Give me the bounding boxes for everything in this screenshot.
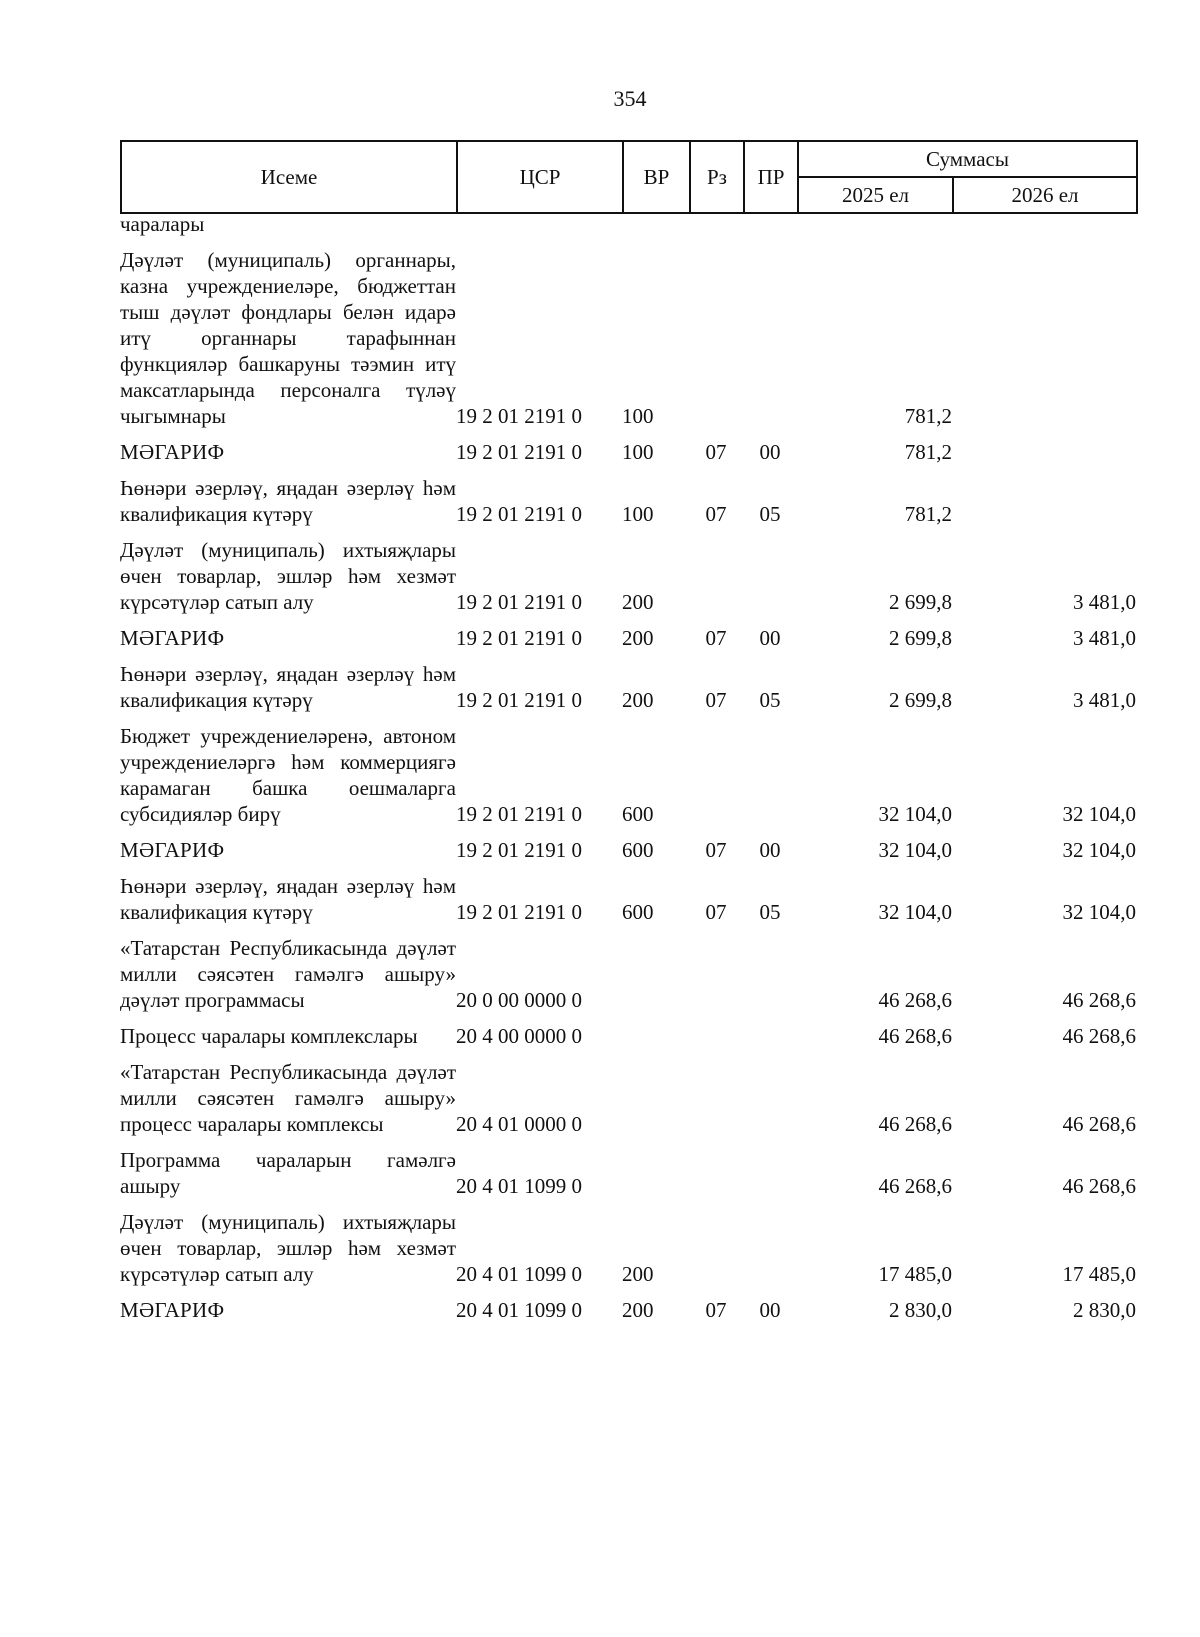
cell-rz	[689, 1059, 743, 1137]
row-gap	[120, 237, 1136, 247]
cell-csr: 19 2 01 2191 0	[456, 590, 582, 614]
cell-csr: 19 2 01 2191 0	[456, 626, 582, 650]
cell-pr: 00	[759, 838, 781, 862]
cell-2025: 32 104,0	[878, 802, 952, 826]
cell-name: Программа чараларын гамәлгә ашыру	[120, 1148, 456, 1198]
cell-name: чаралары	[120, 212, 205, 236]
cell-2026: 3 481,0	[1073, 626, 1136, 650]
row-gap	[120, 651, 1136, 661]
cell-2025: 2 699,8	[889, 688, 952, 712]
cell-csr: 19 2 01 2191 0	[456, 502, 582, 526]
cell-2025: 46 268,6	[878, 988, 952, 1012]
table-row	[120, 1023, 1136, 1049]
cell-vr: 600	[622, 802, 654, 826]
cell-rz: 07	[705, 1298, 727, 1322]
cell-pr	[743, 935, 797, 1013]
table-row	[120, 1147, 1136, 1199]
cell-rz	[689, 247, 743, 429]
cell-vr: 200	[622, 1298, 654, 1322]
row-gap	[120, 465, 1136, 475]
cell-rz	[689, 211, 743, 237]
cell-csr: 20 4 01 1099 0	[456, 1262, 582, 1286]
cell-pr	[743, 247, 797, 429]
cell-2025: 46 268,6	[878, 1024, 952, 1048]
cell-vr	[622, 211, 689, 237]
row-gap	[120, 827, 1136, 837]
cell-csr: 19 2 01 2191 0	[456, 688, 582, 712]
cell-rz	[689, 935, 743, 1013]
cell-name: МӘГАРИФ	[120, 440, 225, 464]
cell-vr: 600	[622, 838, 654, 862]
header-sum: Суммасы	[798, 141, 1137, 177]
cell-pr	[743, 1147, 797, 1199]
cell-csr: 20 0 00 0000 0	[456, 988, 582, 1012]
cell-rz: 07	[705, 688, 727, 712]
cell-pr	[743, 1023, 797, 1049]
cell-csr: 20 4 01 1099 0	[456, 1298, 582, 1322]
cell-pr: 00	[759, 1298, 781, 1322]
header-year-2026: 2026 ел	[953, 177, 1137, 213]
cell-2025	[797, 211, 952, 237]
cell-rz	[689, 537, 743, 615]
cell-2026	[952, 439, 1136, 465]
cell-2026: 2 830,0	[1073, 1298, 1136, 1322]
cell-2025: 2 699,8	[889, 626, 952, 650]
cell-2026: 46 268,6	[1062, 1174, 1136, 1198]
cell-name: Һөнәри әзерләү, яңадан әзерләү һәм квалификация күтәрү	[120, 662, 456, 712]
table-row	[120, 1297, 1136, 1323]
cell-rz: 07	[705, 626, 727, 650]
cell-csr: 19 2 01 2191 0	[456, 802, 582, 826]
cell-2025: 781,2	[904, 404, 952, 428]
cell-pr: 05	[759, 502, 781, 526]
row-gap	[120, 1287, 1136, 1297]
cell-csr: 19 2 01 2191 0	[456, 838, 582, 862]
cell-2025: 32 104,0	[878, 838, 952, 862]
cell-rz: 07	[705, 502, 727, 526]
cell-rz: 07	[705, 900, 727, 924]
cell-2026	[952, 475, 1136, 527]
row-gap	[120, 1013, 1136, 1023]
cell-2026: 46 268,6	[1062, 1112, 1136, 1136]
cell-pr: 05	[759, 688, 781, 712]
cell-pr	[743, 1209, 797, 1287]
header-rz: Рз	[690, 141, 744, 213]
cell-2025: 781,2	[904, 440, 952, 464]
table-row	[120, 439, 1136, 465]
table-row	[120, 537, 1136, 615]
cell-rz	[689, 1209, 743, 1287]
cell-name: Дәүләт (муниципаль) ихтыяҗлары өчен товарлар, эшләр һәм хезмәт күрсәтүләр сатып алу	[120, 538, 456, 614]
cell-2025: 17 485,0	[878, 1262, 952, 1286]
cell-csr: 19 2 01 2191 0	[456, 900, 582, 924]
cell-2026: 17 485,0	[1062, 1262, 1136, 1286]
row-gap	[120, 527, 1136, 537]
row-gap	[120, 863, 1136, 873]
cell-csr: 19 2 01 2191 0	[456, 440, 582, 464]
table-row	[120, 935, 1136, 1013]
cell-vr: 200	[622, 626, 654, 650]
cell-2026	[952, 247, 1136, 429]
cell-name: Дәүләт (муниципаль) ихтыяҗлары өчен товарлар, эшләр һәм хезмәт күрсәтүләр сатып алу	[120, 1210, 456, 1286]
row-gap	[120, 1199, 1136, 1209]
table-body	[120, 211, 1136, 1323]
cell-2025: 2 830,0	[889, 1298, 952, 1322]
cell-2026: 3 481,0	[1073, 688, 1136, 712]
cell-csr	[456, 211, 622, 237]
table-row	[120, 625, 1136, 651]
cell-vr	[622, 1059, 689, 1137]
table-row	[120, 1209, 1136, 1287]
header-pr: ПР	[744, 141, 798, 213]
cell-name: Һөнәри әзерләү, яңадан әзерләү һәм квалификация күтәрү	[120, 476, 456, 526]
cell-name: МӘГАРИФ	[120, 838, 225, 862]
cell-2026: 32 104,0	[1062, 838, 1136, 862]
cell-vr	[622, 935, 689, 1013]
cell-2026: 32 104,0	[1062, 802, 1136, 826]
table-row	[120, 475, 1136, 527]
cell-2026: 32 104,0	[1062, 900, 1136, 924]
cell-name: Бюджет учреждениеләренә, автоном учреждениеләргә һәм коммерциягә карамаган башка оешмаларга субсидияләр бирү	[120, 724, 456, 826]
cell-vr: 200	[622, 688, 654, 712]
cell-pr	[743, 211, 797, 237]
table-row	[120, 837, 1136, 863]
cell-2026	[952, 211, 1136, 237]
cell-csr: 20 4 01 0000 0	[456, 1112, 582, 1136]
row-gap	[120, 1049, 1136, 1059]
cell-2026: 3 481,0	[1073, 590, 1136, 614]
cell-pr: 05	[759, 900, 781, 924]
table-row	[120, 661, 1136, 713]
cell-2026: 46 268,6	[1062, 1024, 1136, 1048]
cell-rz	[689, 723, 743, 827]
cell-rz	[689, 1147, 743, 1199]
cell-vr: 100	[622, 440, 654, 464]
cell-2026: 46 268,6	[1062, 988, 1136, 1012]
header-year-2025: 2025 ел	[798, 177, 953, 213]
page-number: 354	[613, 86, 647, 111]
cell-pr: 00	[759, 440, 781, 464]
row-gap	[120, 713, 1136, 723]
cell-name: Процесс чаралары комплекслары	[120, 1024, 418, 1048]
row-gap	[120, 429, 1136, 439]
cell-csr: 20 4 00 0000 0	[456, 1024, 582, 1048]
header-csr: ЦСР	[457, 141, 623, 213]
header-name: Исеме	[121, 141, 457, 213]
cell-name: «Татарстан Республикасында дәүләт милли сәясәтен гамәлгә ашыру» дәүләт программасы	[120, 936, 456, 1012]
cell-2025: 46 268,6	[878, 1112, 952, 1136]
cell-2025: 32 104,0	[878, 900, 952, 924]
cell-name: Һөнәри әзерләү, яңадан әзерләү һәм квалификация күтәрү	[120, 874, 456, 924]
cell-name: МӘГАРИФ	[120, 626, 225, 650]
cell-rz: 07	[705, 838, 727, 862]
cell-vr	[622, 1147, 689, 1199]
cell-vr: 600	[622, 900, 654, 924]
table-row	[120, 247, 1136, 429]
cell-pr	[743, 537, 797, 615]
cell-name: Дәүләт (муниципаль) органнары, казна учреждениеләре, бюджеттан тыш дәүләт фондлары белән идарә итү органнары тарафыннан функцияләр башкаруны тәэмин итү максатларында персоналга түләү чыгымнары	[120, 248, 456, 428]
cell-vr: 100	[622, 502, 654, 526]
cell-csr: 19 2 01 2191 0	[456, 404, 582, 428]
cell-2025: 781,2	[904, 502, 952, 526]
cell-rz: 07	[705, 440, 727, 464]
header-vr: ВР	[623, 141, 690, 213]
row-gap	[120, 925, 1136, 935]
table-row	[120, 1059, 1136, 1137]
row-gap	[120, 615, 1136, 625]
cell-vr	[622, 1023, 689, 1049]
table-header	[120, 140, 1138, 214]
cell-name: «Татарстан Республикасында дәүләт милли сәясәтен гамәлгә ашыру» процесс чаралары комплексы	[120, 1060, 456, 1136]
cell-vr: 200	[622, 590, 654, 614]
table-row	[120, 873, 1136, 925]
cell-pr	[743, 1059, 797, 1137]
cell-pr: 00	[759, 626, 781, 650]
budget-table	[120, 211, 1136, 1323]
cell-csr: 20 4 01 1099 0	[456, 1174, 582, 1198]
cell-rz	[689, 1023, 743, 1049]
cell-2025: 46 268,6	[878, 1174, 952, 1198]
row-gap	[120, 1137, 1136, 1147]
cell-pr	[743, 723, 797, 827]
cell-vr: 100	[622, 404, 654, 428]
cell-vr: 200	[622, 1262, 654, 1286]
cell-2025: 2 699,8	[889, 590, 952, 614]
cell-name: МӘГАРИФ	[120, 1298, 225, 1322]
table-row	[120, 211, 1136, 237]
table-row	[120, 723, 1136, 827]
